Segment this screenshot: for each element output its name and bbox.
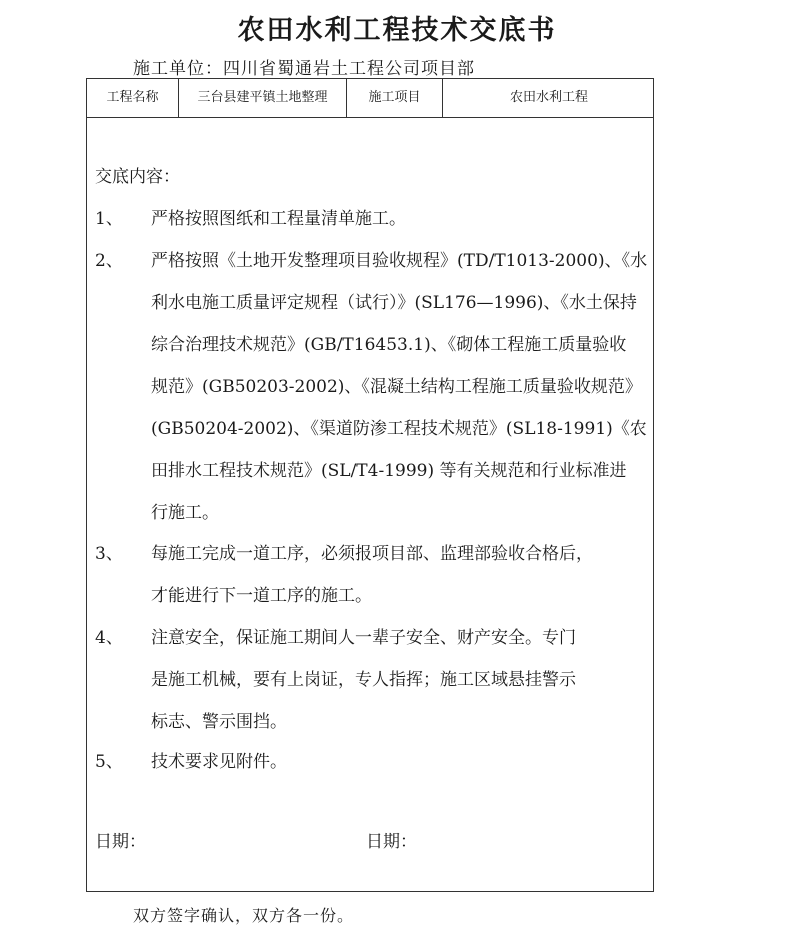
project-name-label: 工程名称 xyxy=(87,79,179,117)
item-number: 2、 xyxy=(95,251,123,271)
item-line: 规范》(GB50203-2002)、《混凝土结构工程施工质量验收规范》 xyxy=(151,377,642,397)
item-line: 严格按照《土地开发整理项目验收规程》(TD/T1013-2000)、《水 xyxy=(151,251,648,271)
item-line: 利水电施工质量评定规程（试行）》(SL176—1996)、《水土保持 xyxy=(151,293,637,313)
item-line: 技术要求见附件。 xyxy=(151,752,287,772)
item-number: 3、 xyxy=(95,544,123,564)
construction-item-value: 农田水利工程 xyxy=(509,90,588,105)
item-line: 才能进行下一道工序的施工。 xyxy=(151,586,372,606)
item-line: 综合治理技术规范》(GB/T16453.1)、《砌体工程施工质量验收 xyxy=(151,335,627,355)
header-table xyxy=(87,79,653,118)
item-line: 注意安全，保证施工期间人一辈子安全、财产安全。专门 xyxy=(151,628,576,648)
item-number: 1、 xyxy=(95,209,123,229)
item-line: 标志、警示围挡。 xyxy=(151,712,287,732)
item-line: 每施工完成一道工序，必须报项目部、监理部验收合格后， xyxy=(151,544,593,564)
item-line: 严格按照图纸和工程量清单施工。 xyxy=(151,209,406,229)
date-left-label: 日期： xyxy=(95,832,146,852)
construction-unit: 施工单位：四川省蜀通岩土工程公司项目部 xyxy=(133,59,475,79)
item-line: 行施工。 xyxy=(151,503,219,523)
project-name-value: 三台县建平镇土地整理 xyxy=(179,79,347,117)
date-right-label: 日期： xyxy=(366,832,417,852)
document-title: 农田水利工程技术交底书 xyxy=(237,15,557,46)
footer-note: 双方签字确认，双方各一份。 xyxy=(133,906,355,925)
item-number: 4、 xyxy=(95,628,123,648)
content-label: 交底内容： xyxy=(95,167,180,187)
item-line: 田排水工程技术规范》(SL/T4-1999) 等有关规范和行业标准进 xyxy=(151,461,627,481)
item-number: 5、 xyxy=(95,752,123,772)
item-line: 是施工机械，要有上岗证，专人指挥；施工区域悬挂警示 xyxy=(151,670,576,690)
disclosure-form xyxy=(86,78,654,892)
construction-item-label: 施工项目 xyxy=(347,79,443,117)
item-line: (GB50204-2002)、《渠道防渗工程技术规范》(SL18-1991)《农 xyxy=(151,419,647,439)
